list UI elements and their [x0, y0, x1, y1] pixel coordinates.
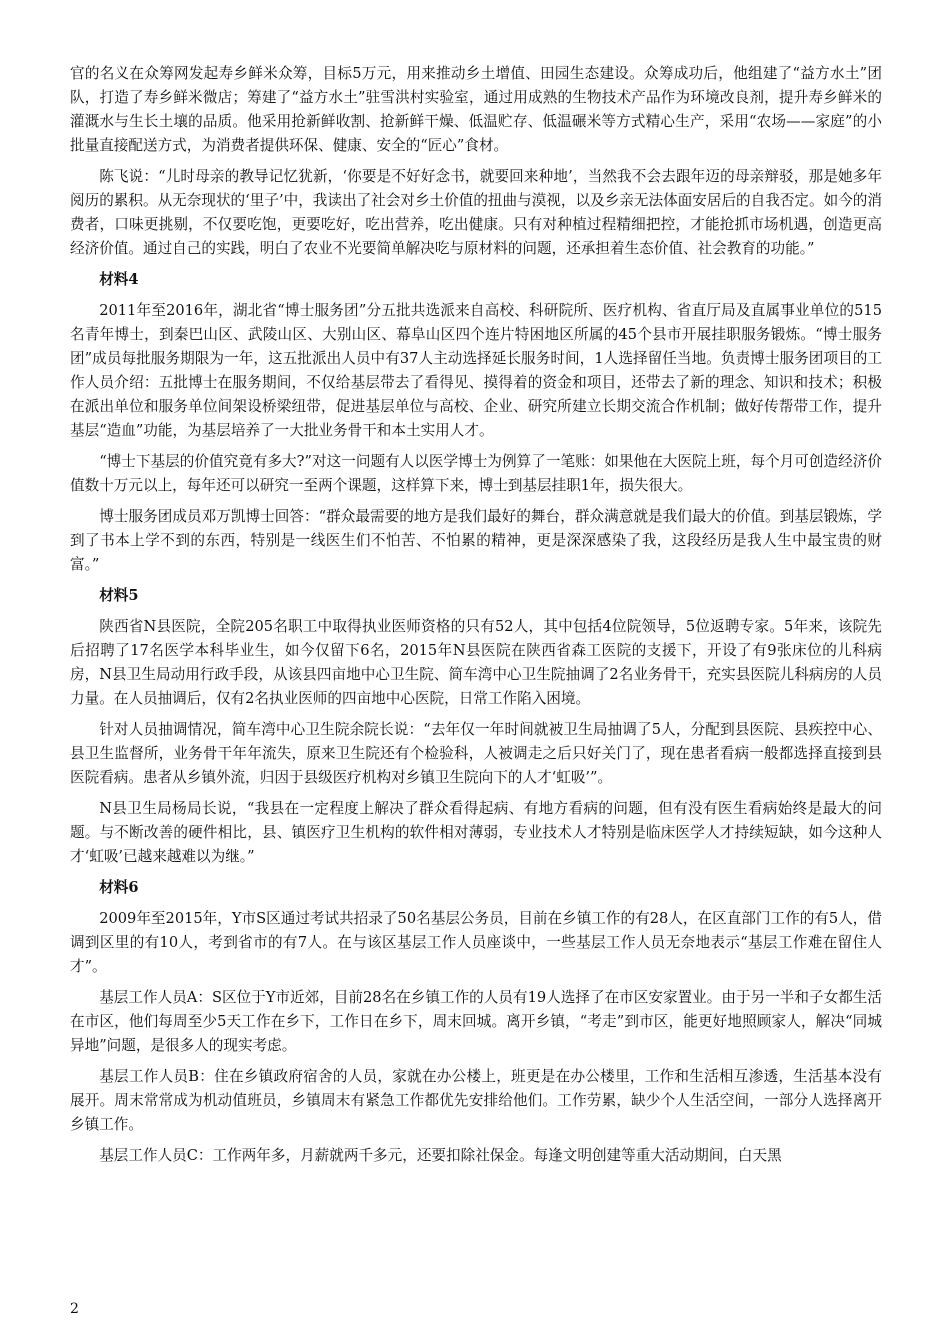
paragraph-continued: 官的名义在众筹网发起寿乡鲜米众筹，目标5万元，用来推动乡土增值、田园生态建设。众筹成功后，他组建了“益方水土”团队，打造了寿乡鲜米微店；筹建了“益方水土”驻雪洪村实验室，通过用成熟的生物技术产品作为环境改良剂，提升寿乡鲜米的灌溉水与生长土壤的品质。他采用抢新鲜收割、抢新鲜干燥、低温贮存、低温碾米等方式精心生产，采用“农场——家庭”的小批量直接配送方式，为消费者提供环保、健康、安全的“匠心”食材。	[70, 65, 882, 154]
paragraph-doctor-service-group: 2011年至2016年，湖北省“博士服务团”分五批共选派来自高校、科研院所、医疗机构、省直厅局及直属事业单位的515名青年博士，到秦巴山区、武陵山区、大别山区、幕阜山区四个连片特困地区所属的45个县市开展挂职服务锻炼。“博士服务团”成员每批服务期限为一年，这五批派出人员中有37人主动选择延长服务时间，1人选择留任当地。负责博士服务团项目的工作人员介绍：五批博士在服务期间，不仅给基层带去了看得见、摸得着的资金和项目，还带去了新的理念、知识和技术；积极在派出单位和服务单位间架设桥梁纽带，促进基层单位与高校、企业、研究所建立长期交流合作机制；做好传帮带工作，提升基层“造血”功能，为基层培养了一大批业务骨干和本土实用人才。	[70, 302, 882, 439]
page-number: 2	[70, 1301, 79, 1317]
paragraph-staff-c: 基层工作人员C：工作两年多，月薪就两千多元，还要扣除社保金。每逢文明创建等重大活动期间，白天黑	[99, 1147, 782, 1164]
paragraph-deng-wankai-answer: 博士服务团成员邓万凯博士回答：“群众最需要的地方是我们最好的舞台，群众满意就是我们最大的价值。到基层锻炼，学到了书本上学不到的东西，特别是一线医生们不怕苦、不怕累的精神，更是深深感染了我，这段经历是我人生中最宝贵的财富。”	[70, 508, 882, 573]
paragraph-yu-director-quote: 针对人员抽调情况，简车湾中心卫生院余院长说：“去年仅一年时间就被卫生局抽调了5人，分配到县医院、县疾控中心、县卫生监督所，业务骨干年年流失，原来卫生院还有个检验科，人被调走之后只好关门了，现在患者看病一般都选择直接到县医院看病。患者从乡镇外流，归因于县级医疗机构对乡镇卫生院向下的人才‘虹吸’”。	[70, 721, 882, 786]
paragraph-value-question: “博士下基层的价值究竟有多大?”对这一问题有人以医学博士为例算了一笔账：如果他在大医院上班，每个月可创造经济价值数十万元以上，每年还可以研究一至两个课题，这样算下来，博士到基层挂职1年，损失很大。	[70, 453, 882, 494]
section-heading-material-5: 材料5	[99, 587, 139, 604]
section-heading-material-4: 材料4	[99, 271, 139, 288]
document-body	[70, 62, 882, 1175]
paragraph-n-county-hospital: 陕西省N县医院，全院205名职工中取得执业医师资格的只有52人，其中包括4位院领导，5位返聘专家。5年来，该院先后招聘了17名医学本科毕业生，如今仅留下6名，2015年N县医院在陕西省森工医院的支援下，开设了有9张床位的儿科病房，N县卫生局动用行政手段，从该县四亩地中心卫生院、简车湾中心卫生院抽调了2名业务骨干，充实县医院儿科病房的人员力量。在人员抽调后，仅有2名执业医师的四亩地中心医院，日常工作陷入困境。	[70, 618, 882, 707]
paragraph-civil-servants: 2009年至2015年，Y市S区通过考试共招录了50名基层公务员，目前在乡镇工作的有28人，在区直部门工作的有5人，借调到区里的有10人，考到省市的有7人。在与该区基层工作人员座谈中，一些基层工作人员无奈地表示“基层工作难在留住人才”。	[70, 910, 882, 975]
paragraph-yang-director-quote: N县卫生局杨局长说，“我县在一定程度上解决了群众看得起病、有地方看病的问题，但有没有医生看病始终是最大的问题。与不断改善的硬件相比，县、镇医疗卫生机构的软件相对薄弱，专业技术人才特别是临床医学人才持续短缺，如今这种人才‘虹吸’已越来越难以为继。”	[70, 800, 882, 865]
paragraph-staff-a: 基层工作人员A：S区位于Y市近郊，目前28名在乡镇工作的人员有19人选择了在市区安家置业。由于另一半和子女都生活在市区，他们每周至少5天工作在乡下，工作日在乡下，周末回城。离开乡镇，“考走”到市区，能更好地照顾家人，解决“同城异地”问题，是很多人的现实考虑。	[70, 989, 882, 1054]
section-heading-material-6: 材料6	[99, 879, 139, 896]
paragraph-staff-b: 基层工作人员B：住在乡镇政府宿舍的人员，家就在办公楼上，班更是在办公楼里，工作和生活相互渗透，生活基本没有展开。周末常常成为机动值班员，乡镇周末有紧急工作都优先安排给他们。工作劳累，缺少个人生活空间，一部分人选择离开乡镇工作。	[70, 1068, 882, 1133]
paragraph-chen-fei-quote: 陈飞说：“儿时母亲的教导记忆犹新，‘你要是不好好念书，就要回来种地’，当然我不会去跟年迈的母亲辩驳，那是她多年阅历的累积。从无奈现状的‘里子’中，我读出了社会对乡土价值的扭曲与漠视，以及乡亲无法体面安居后的自我否定。如今的消费者，口味更挑剔，不仅要吃饱，更要吃好，吃出营养，吃出健康。只有对种植过程精细把控，才能抢抓市场机遇，创造更高经济价值。通过自己的实践，明白了农业不光要简单解决吃与原材料的问题，还承担着生态价值、社会教育的功能。”	[70, 168, 882, 257]
